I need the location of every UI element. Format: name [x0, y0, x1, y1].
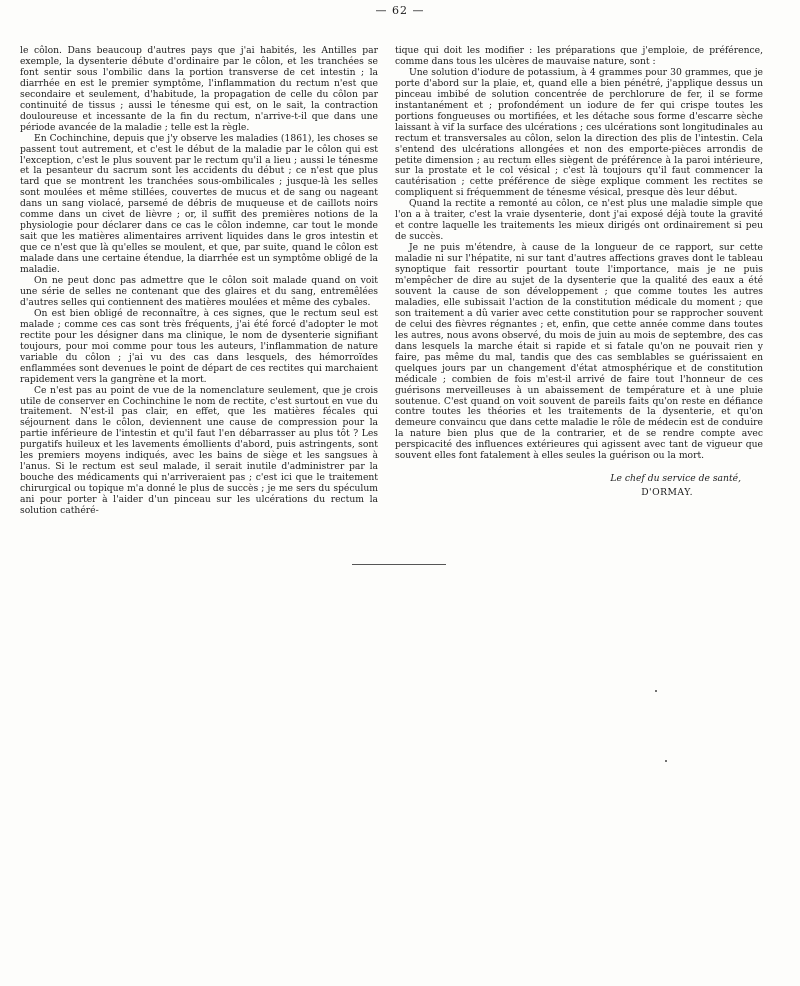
left-column	[20, 46, 378, 517]
paragraph: Ce n'est pas au point de vue de la nomenclature seulement, que je crois utile de conserver en Cochinchine le nom de rectite, c'est surtout en vue du traitement. N'est-il pas clair, en effet, que les matières fécales qui séjournent dans le côlon, deviennent une cause de compression pour la partie inférieure de l'intestin et qu'il faut l'en débarrasser au plus tôt ? Les purgatifs huileux et les lavements émollients d'abord, puis astringents, sont les premiers moyens indiqués, avec les bains de siège et les sangsues à l'anus. Si le rectum est seul malade, il serait inutile d'administrer par la bouche des médicaments qui n'arriveraient pas ; c'est ici que le traitement chirurgical ou topique m'a donné le plus de succès ; je me sers du spéculum ani pour porter à l'aider d'un pinceau sur les ulcérations du rectum la solution cathéré-	[20, 384, 378, 517]
signature-block	[395, 472, 763, 500]
scan-speck	[665, 760, 667, 762]
page-number: — 62 —	[375, 4, 425, 17]
paragraph: le côlon. Dans beaucoup d'autres pays que j'ai habités, les Antilles par exemple, la dysenterie débute d'ordinaire par le côlon, et les tranchées se font sentir sous l'ombilic dans la portion transverse de cet intestin ; la diarrhée en est le premier symptôme, l'inflammation du rectum n'est que secondaire et seulement, d'habitude, la propagation de celle du côlon par continuité de tissus ; aussi le ténesme qui est, on le sait, la contraction douloureuse et incessante de la fin du rectum, n'arrive-t-il que dans une période avancée de la maladie ; telle est la règle.	[20, 45, 378, 133]
scan-speck	[655, 690, 657, 692]
signature-name: D'ORMAY.	[641, 487, 693, 499]
paragraph: Une solution d'iodure de potassium, à 4 grammes pour 30 grammes, que je porte d'abord sur la plaie, et, quand elle a bien pénétré, j'applique dessus un pinceau imbibé de solution concentrée de perchlorure de fer, il se forme instantanément et ; profondément un iodure de fer qui crispe toutes les portions fongueuses ou mortifiées, et les détache sous forme d'escarre sèche laissant à vif la surface des ulcérations ; ces ulcérations sont longitudinales au rectum et transversales au côlon, selon la direction des plis de l'intestin. Cela s'entend des ulcérations allongées et non des emporte-pièces arrondis de petite dimension ; au rectum elles siègent de préférence à la paroi intérieure, sur la prostate et le col vésical ; c'est là toujours qu'il faut commencer la cautérisation ; cette préférence de siège explique comment les rectites se compliquent si fréquemment de ténesme vésical, presque dès leur début.	[395, 66, 763, 199]
paragraph: Je ne puis m'étendre, à cause de la longueur de ce rapport, sur cette maladie ni sur l'hépatite, ni sur tant d'autres affections graves dont le tableau synoptique fait ressortir pourtant toute l'importance, mais je ne puis m'empêcher de dire au sujet de la dysenterie que la qualité des eaux a été souvent la cause de son développement ; que comme toutes les autres maladies, elle subissait l'action de la constitution médicale du moment ; que son traitement a dû varier avec cette constitution pour se rapprocher souvent de celui des fièvres régnantes ; et, enfin, que cette année comme dans toutes les autres, nous avons observé, du mois de juin au mois de septembre, des cas dans lesquels la marche était si rapide et si fatale qu'on ne pouvait rien y faire, pas même du mal, tandis que des cas semblables se guérissaient en quelques jours par un changement d'état atmosphérique et de constitution médicale ; combien de fois m'est-il arrivé de faire tout l'honneur de ces guérisons merveilleuses à un abaissement de température et à une pluie soutenue. C'est quand on voit souvent de pareils faits qu'on reste en défiance contre toutes les théories et les traitements de la dysenterie, et qu'on demeure convaincu que dans cette maladie le rôle de médecin est de conduire la nature bien plus que de la contrarier, et de se rendre compte avec perspicacité des influences extérieures qui agissent avec tant de vigueur que souvent elles font fatalement à elles seules la guérison ou la mort.	[395, 242, 763, 462]
paragraph: tique qui doit les modifier : les préparations que j'emploie, de préférence, comme dans tous les ulcères de mauvaise nature, sont :	[395, 45, 763, 67]
paragraph: On est bien obligé de reconnaître, à ces signes, que le rectum seul est malade ; comme ces cas sont très fréquents, j'ai été forcé d'adopter le mot rectite pour les désigner dans ma clinique, le nom de dysenterie signifiant toujours, pour moi comme pour tous les auteurs, l'inflammation de nature variable du côlon ; j'ai vu des cas dans lesquels, des hémorroïdes enflammées sont devenues le point de départ de ces rectites qui marchaient rapidement vers la gangrène et la mort.	[20, 307, 378, 385]
paragraph: En Cochinchine, depuis que j'y observe les maladies (1861), les choses se passent tout autrement, et c'est le début de la maladie par le côlon qui est l'exception, c'est le plus souvent par le rectum qu'il a lieu ; aussi le ténesme et la pesanteur du sacrum sont les accidents du début ; ce n'est que plus tard que se montrent les tranchées sous-ombilicales ; jusque-là les selles sont moulées et même stillées, couvertes de mucus et de sang ou nageant dans un sang violacé, parsemé de débris de muqueuse et de caillots noirs comme dans un civet de lièvre ; or, il suffit des premières notions de la physiologie pour déclarer dans ce cas le côlon indemne, car tout le monde sait que les matières alimentaires arrivent liquides dans le gros intestin et que ce n'est que là qu'elles se moulent, et que, par suite, quand le côlon est malade dans une certaine étendue, la diarrhée est un symptôme obligé de la maladie.	[20, 132, 378, 276]
paragraph: On ne peut donc pas admettre que le côlon soit malade quand on voit une série de selles ne contenant que des glaires et du sang, entremêlées d'autres selles qui contiennent des matières moulées et même des cybales.	[20, 275, 378, 308]
right-column	[395, 46, 763, 500]
signature-role: Le chef du service de santé,	[610, 473, 741, 485]
paragraph: Quand la rectite a remonté au côlon, ce n'est plus une maladie simple que l'on a à traiter, c'est la vraie dysenterie, dont j'ai exposé déjà toute la gravité et contre laquelle les traitements les mieux dirigés ont ordinairement si peu de succès.	[395, 198, 763, 243]
section-divider	[352, 564, 446, 565]
